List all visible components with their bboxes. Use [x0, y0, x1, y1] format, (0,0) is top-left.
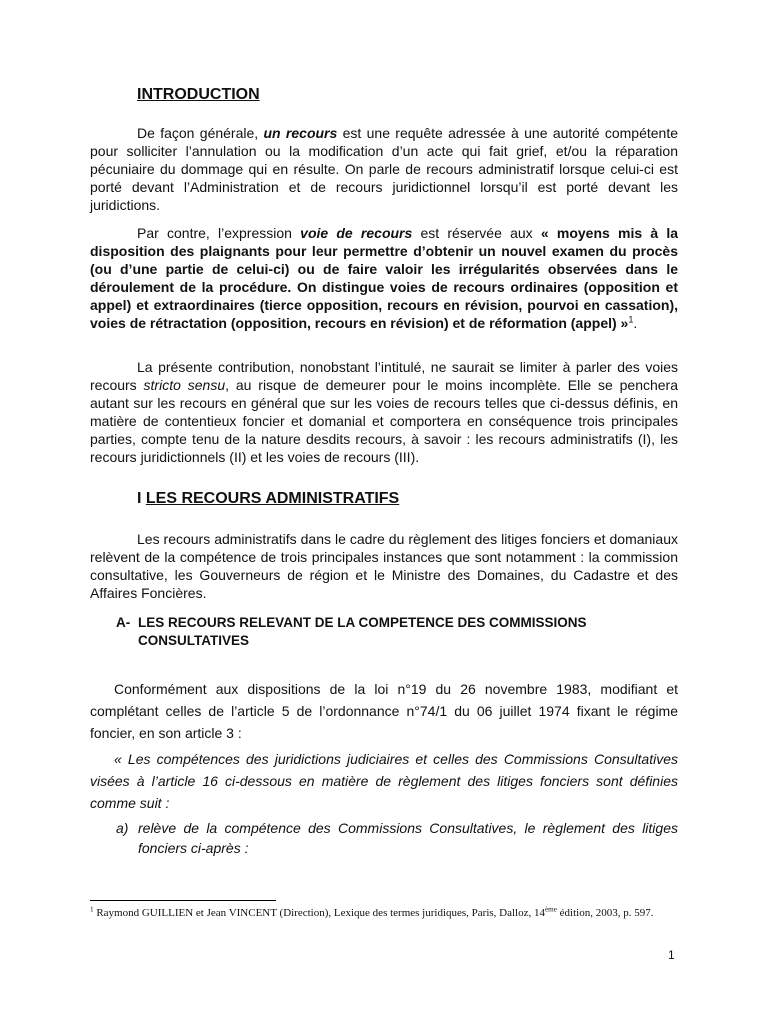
definition-quote: « moyens mis à la disposition des plaignants pour leur permettre d’obtenir un nouvel examen du procès (ou d’une partie de celui-ci) ou de faire valoir les irrégularités observées dans le déroulement de la procédure. On distingue voies de recours ordinaires (opposition et appel) et extraordinaires (tierce opposition, recours en révision, pourvoi en cassation), voies de rétractation (opposition, recours en révision) et de réformation (appel) » [90, 225, 679, 331]
section-1-title: LES RECOURS ADMINISTRATIFS [145, 490, 400, 507]
subsection-a-number: A- [116, 615, 131, 630]
term-voie-de-recours: voie de recours [300, 225, 413, 241]
law-reference-paragraph: Conformément aux dispositions de la loi n°19 du 26 novembre 1983, modifiant et complétant celles de l’article 5 de l’ordonnance n°74/1 du 06 juillet 1974 fixant le régime foncier, en son article 3 : [90, 681, 678, 741]
page-number: 1 [668, 948, 675, 962]
section-1-paragraph: Les recours administratifs dans le cadre du règlement des litiges fonciers et domaniaux relèvent de la compétence de trois principales instances que sont notamment : la commission consultative, les Gouverneurs de région et le Ministre des Domaines, du Cadastre et des Affaires Foncières. [90, 531, 678, 601]
intro-paragraph-2: Par contre, l’expression voie de recours est réservée aux « moyens mis à la disposition des plaignants pour leur permettre d’obtenir un nouvel examen du procès (ou d’une partie de celui-ci) ou de faire valoir les irrégularités observées dans le déroulement de la procédure. On distingue voies de recours ordinaires (opposition et appel) et extraordinaires (tierce opposition, recours en révision, pourvoi en cassation), voies de rétractation (opposition, recours en révision) et de réformation (appel) »$^1$. [90, 225, 679, 331]
list-item-a-label: a) [116, 820, 129, 836]
footnote-1: $^1$ Raymond GUILLIEN et Jean VINCENT (Direction), Lexique des termes juridiques, Paris, Dalloz, 14ème édition, 2003, p. 597. [90, 905, 654, 919]
term-un-recours: un recours [263, 125, 338, 141]
list-item-a [116, 818, 678, 858]
footnote-separator [90, 900, 276, 901]
footnote-mark: 1 [90, 905, 94, 914]
quoted-article: « Les compétences des juridictions judiciaires et celles des Commissions Consultatives visées à l’article 16 ci-dessous en matière de règlement des litiges fonciers sont définies comme suit : [90, 751, 678, 811]
section-1-heading [137, 490, 399, 508]
footnote-ref: 1 [628, 314, 634, 325]
section-1-number: I [137, 490, 146, 507]
intro-paragraph-1: De façon générale, un recours est une requête adressée à une autorité compétente pour solliciter l’annulation ou la modification d’un acte qui fait grief, et/ou la réparation pécuniaire du dommage qui en résulte. On parle de recours administratif lorsque celui-ci est porté devant l’Administration et de recours juridictionnel lorsqu’il est porté devant les juridictions. [90, 125, 678, 213]
subsection-a-title: LES RECOURS RELEVANT DE LA COMPETENCE DES COMMISSIONS CONSULTATIVES [138, 615, 587, 648]
subsection-a-heading [116, 614, 678, 650]
intro-paragraph-3: La présente contribution, nonobstant l’intitulé, ne saurait se limiter à parler des voies recours stricto sensu, au risque de demeurer pour le moins incomplète. Elle se penchera autant sur les recours en général que sur les voies de recours telles que ci-dessus définis, en matière de contentieux foncier et domanial et comportera en conséquence trois principales parties, compte tenu de la nature desdits recours, à savoir : les recours administratifs (I), les recours juridictionnels (II) et les voies de recours (III). [90, 359, 678, 465]
term-stricto-sensu: stricto sensu [143, 377, 226, 393]
list-item-a-text: relève de la compétence des Commissions Consultatives, le règlement des litiges fonciers ci-après : [138, 820, 678, 856]
introduction-heading: INTRODUCTION [137, 86, 260, 103]
